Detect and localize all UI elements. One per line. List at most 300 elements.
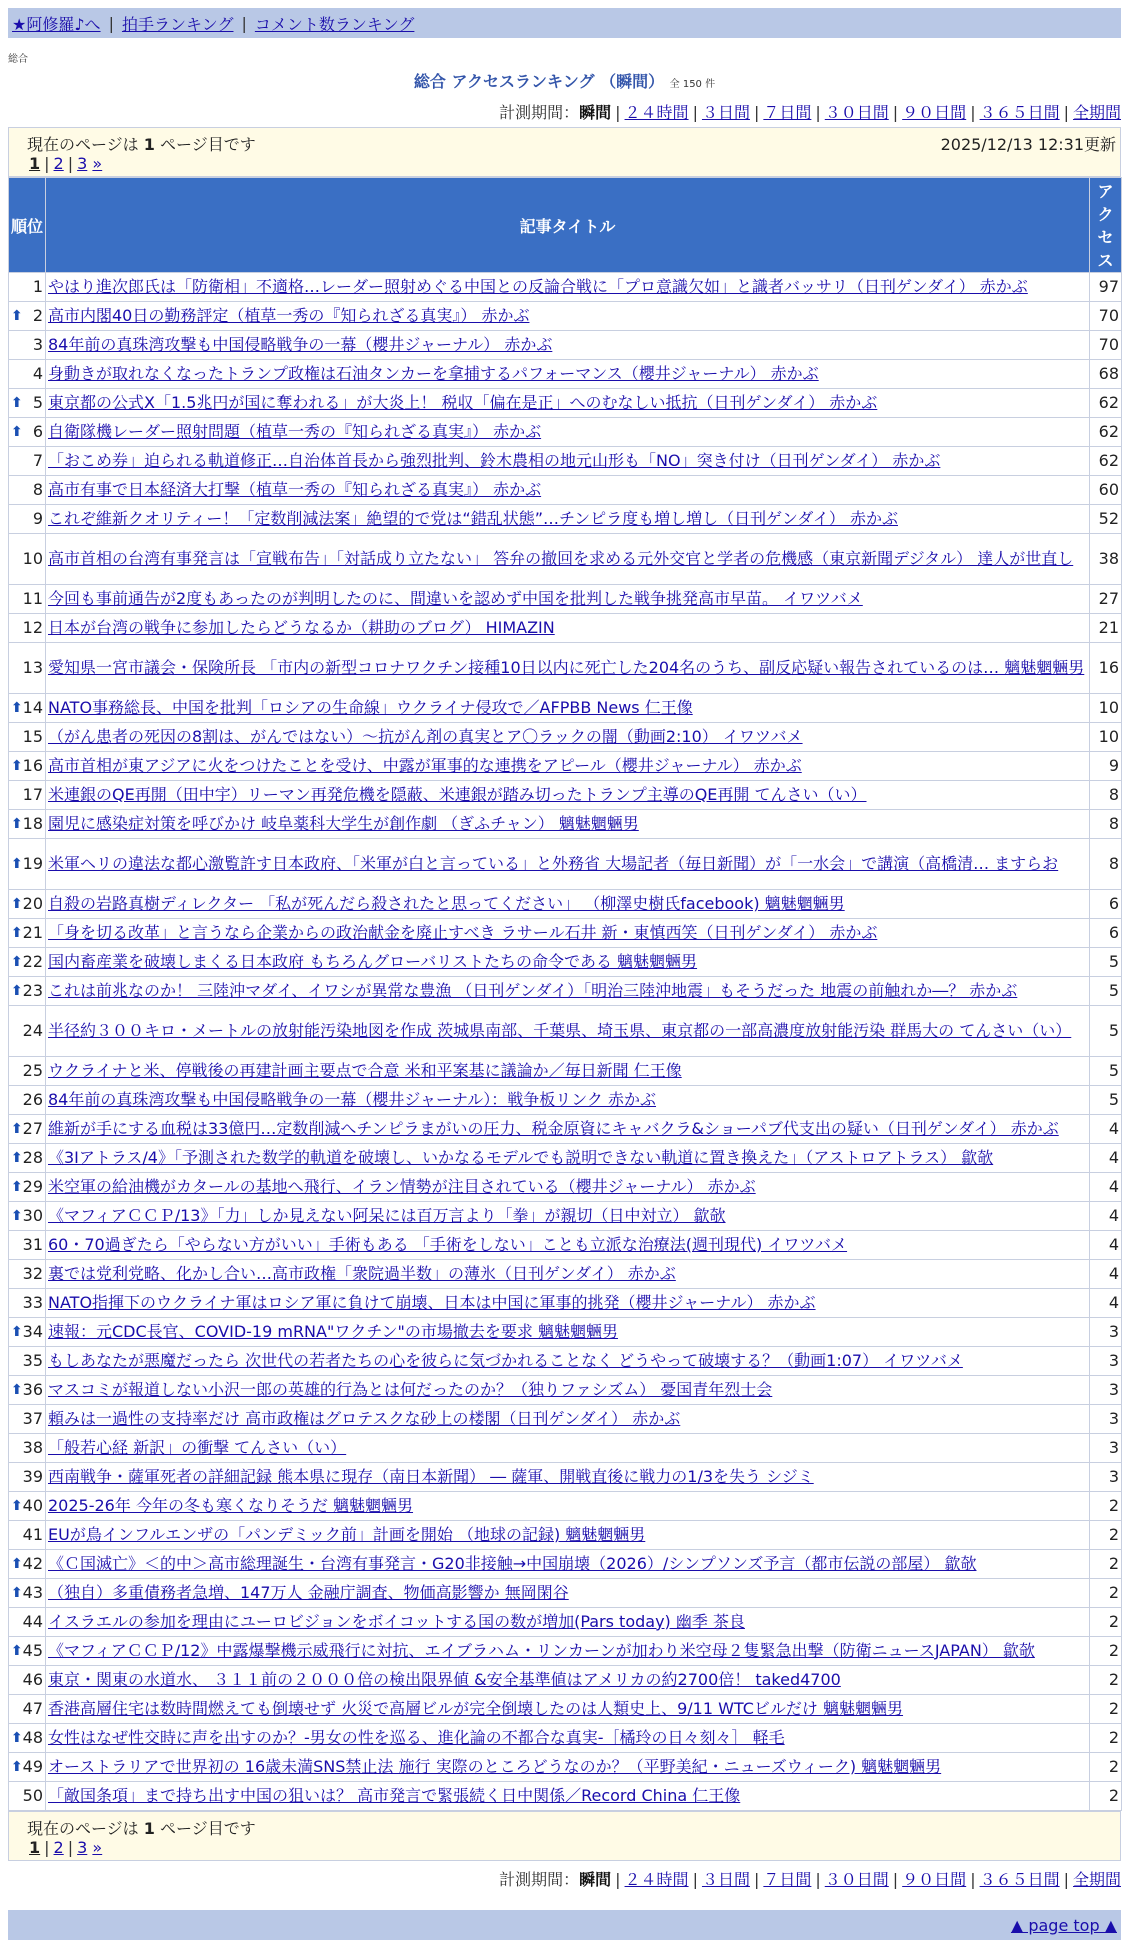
rank-up-arrow-icon: ⬆ (11, 423, 23, 440)
rank-cell (9, 1434, 46, 1463)
title-cell (46, 977, 1090, 1006)
article-link[interactable]: 「おこめ券」迫られる軌道修正…自治体首長から強烈批判、鈴木農相の地元山形も「NO」突き付け（日刊ゲンダイ） 赤かぶ (48, 450, 941, 470)
rank-up-arrow-icon: ⬆ (11, 982, 23, 999)
access-count: 3 (1090, 1434, 1122, 1463)
title-cell (46, 418, 1090, 447)
article-link[interactable]: 自殺の岩路真樹ディレクター 「私が死んだら殺されたと思ってください」 （柳澤史樹氏facebook) 魑魅魍魎男 (48, 893, 845, 913)
access-count: 3 (1090, 1405, 1122, 1434)
rank-number: 38 (22, 1437, 43, 1457)
rank-number: 43 (22, 1582, 43, 1602)
access-count: 97 (1090, 273, 1122, 302)
page-top-link[interactable]: ▲ page top ▲ (1010, 1915, 1117, 1935)
period-separator: | (970, 1870, 976, 1889)
access-count: 2 (1090, 1666, 1122, 1695)
table-row (9, 977, 1122, 1006)
table-row (9, 1006, 1122, 1057)
rank-cell (9, 389, 46, 418)
access-count: 68 (1090, 360, 1122, 389)
table-row (9, 1115, 1122, 1144)
access-count: 5 (1090, 948, 1122, 977)
period-separator: | (615, 1870, 621, 1889)
rank-number: 20 (22, 893, 43, 913)
title-header: 記事タイトル (46, 178, 1090, 273)
table-row (9, 839, 1122, 890)
table-row (9, 694, 1122, 723)
title-cell (46, 781, 1090, 810)
rank-number: 10 (22, 548, 43, 568)
rank-up-arrow-icon: ⬆ (11, 924, 23, 941)
rank-number: 4 (32, 363, 43, 383)
rank-number: 16 (22, 755, 43, 775)
rank-cell (9, 585, 46, 614)
table-row (9, 1260, 1122, 1289)
table-row (9, 389, 1122, 418)
access-count: 38 (1090, 534, 1122, 585)
rank-cell (9, 694, 46, 723)
article-link[interactable]: 高市首相が東アジアに火をつけたことを受け、中露が軍事的な連携をアピール（櫻井ジャーナル） 赤かぶ (48, 755, 802, 775)
rank-cell (9, 302, 46, 331)
period-link[interactable]: ３日間 (701, 103, 750, 122)
rank-cell (9, 752, 46, 781)
access-count: 8 (1090, 810, 1122, 839)
article-link[interactable]: 高市有事で日本経済大打撃（植草一秀の『知られざる真実』） 赤かぶ (48, 479, 542, 499)
rank-cell (9, 1006, 46, 1057)
access-count: 4 (1090, 1289, 1122, 1318)
title-cell (46, 476, 1090, 505)
table-row (9, 447, 1122, 476)
table-row (9, 1318, 1122, 1347)
rank-up-arrow-icon: ⬆ (11, 1207, 23, 1224)
page-2-link[interactable]: 2 (53, 154, 64, 173)
rank-number: 24 (22, 1020, 43, 1040)
title-cell (46, 331, 1090, 360)
article-link[interactable]: （がん患者の死因の8割は、がんではない）～抗がん剤の真実とア〇ラックの闇（動画2:10） イワツバメ (48, 726, 803, 746)
rank-cell (9, 1318, 46, 1347)
access-count: 60 (1090, 476, 1122, 505)
access-count: 2 (1090, 1521, 1122, 1550)
title-cell (46, 1608, 1090, 1637)
table-row (9, 752, 1122, 781)
rank-number: 23 (22, 980, 43, 1000)
access-count: 4 (1090, 1202, 1122, 1231)
table-row (9, 1173, 1122, 1202)
page-info-box (8, 127, 1121, 177)
article-link[interactable]: 《マフィアＣＣＰ/13》「力」しか見えない阿呆には百万言より「拳」が親切（日中対立） 歙欹 (48, 1205, 726, 1225)
next-page-link[interactable]: » (92, 154, 103, 173)
rank-up-arrow-icon: ⬆ (11, 394, 23, 411)
period-label: 計測期間： (499, 1870, 580, 1889)
title-cell (46, 723, 1090, 752)
rank-cell (9, 948, 46, 977)
table-row (9, 534, 1122, 585)
access-count: 8 (1090, 781, 1122, 810)
period-separator: | (692, 103, 698, 122)
access-count: 10 (1090, 723, 1122, 752)
rank-up-arrow-icon: ⬆ (11, 1323, 23, 1340)
rank-cell (9, 614, 46, 643)
article-link[interactable]: イスラエルの参加を理由にユーロビジョンをボイコットする国の数が増加(Pars today) 幽季 茶良 (48, 1611, 745, 1631)
period-separator: | (692, 1870, 698, 1889)
title-cell (46, 1318, 1090, 1347)
title-cell (46, 1347, 1090, 1376)
rank-number: 35 (22, 1350, 43, 1370)
article-link[interactable]: マスコミが報道しない小沢一郎の英雄的行為とは何だったのか？（独りファシズム） 憂国青年烈士会 (48, 1379, 773, 1399)
period-selector-bottom (0, 1867, 1121, 1890)
rank-number: 1 (32, 276, 43, 296)
article-link[interactable]: NATO事務総長、中国を批判「ロシアの生命線」ウクライナ侵攻で／AFPBB News 仁王像 (48, 697, 693, 717)
rank-up-arrow-icon: ⬆ (11, 953, 23, 970)
table-row (9, 1057, 1122, 1086)
access-header: アクセス (1090, 178, 1122, 273)
updated-timestamp: 2025/12/13 12:31更新 (940, 135, 1116, 154)
rank-cell (9, 1376, 46, 1405)
table-row (9, 1202, 1122, 1231)
table-row (9, 505, 1122, 534)
access-count: 5 (1090, 1057, 1122, 1086)
access-count: 5 (1090, 1086, 1122, 1115)
title-cell (46, 1521, 1090, 1550)
title-cell (46, 1492, 1090, 1521)
period-link[interactable]: ９０日間 (902, 103, 967, 122)
rank-cell (9, 810, 46, 839)
rank-cell (9, 1724, 46, 1753)
rank-number: 45 (22, 1640, 43, 1660)
period-selector (0, 100, 1121, 123)
rank-number: 39 (22, 1466, 43, 1486)
period-separator: | (753, 1870, 760, 1889)
article-link[interactable]: もしあなたが悪魔だったら 次世代の若者たちの心を彼らに気づかれることなく どうやって破壊する？（動画1:07） イワツバメ (48, 1350, 963, 1370)
access-count: 5 (1090, 1006, 1122, 1057)
nav-separator: | (241, 13, 247, 33)
table-row (9, 1231, 1122, 1260)
rank-cell (9, 360, 46, 389)
page-current: 1 (29, 154, 41, 173)
nav-separator: | (108, 13, 114, 33)
rank-number: 28 (22, 1147, 43, 1167)
article-link[interactable]: 高市首相の台湾有事発言は「宣戦布告」「対話成り立たない」 答弁の撤回を求める元外交官と学者の危機感（東京新聞デジタル） 達人が世直し (48, 548, 1074, 568)
title-cell (46, 1463, 1090, 1492)
rank-cell (9, 534, 46, 585)
access-count: 62 (1090, 418, 1122, 447)
rank-cell (9, 331, 46, 360)
title-cell (46, 1057, 1090, 1086)
period-link[interactable]: ２４時間 (624, 103, 689, 122)
period-link[interactable]: ２４時間 (624, 1870, 689, 1889)
rank-cell (9, 781, 46, 810)
table-row (9, 1724, 1122, 1753)
access-count: 52 (1090, 505, 1122, 534)
title-cell (46, 1550, 1090, 1579)
table-row (9, 1782, 1122, 1811)
current-page-info: 現在のページは 1 ページ目です (27, 1819, 256, 1838)
article-link[interactable]: 《Ｃ国滅亡》＜的中＞高市総理誕生・台湾有事発言・G20非接触→中国崩壊（2026）/シンプソンズ予言（都市伝説の部屋） 歙欹 (48, 1553, 977, 1573)
rank-number: 34 (22, 1321, 43, 1341)
table-row (9, 1550, 1122, 1579)
title-cell (46, 1289, 1090, 1318)
article-link[interactable]: 84年前の真珠湾攻撃も中国侵略戦争の一幕（櫻井ジャーナル）：戦争板リンク 赤かぶ (48, 1089, 657, 1109)
table-row (9, 1666, 1122, 1695)
article-link[interactable]: （独自）多重債務者急増、147万人 金融庁調査、物価高影響か 無岡閑谷 (48, 1582, 569, 1602)
period-link[interactable]: ７日間 (763, 1870, 812, 1889)
title-cell (46, 1782, 1090, 1811)
article-link[interactable]: 米連銀のQE再開（田中宇）リーマン再発危機を隠蔽、米連銀が踏み切ったトランプ主導のQE再開 てんさい（い） (48, 784, 867, 804)
article-link[interactable]: 速報：元CDC長官、COVID-19 mRNA"ワクチン"の市場撤去を要求 魑魅魍魎男 (48, 1321, 618, 1341)
rank-up-arrow-icon: ⬆ (11, 1178, 23, 1195)
title-cell (46, 1231, 1090, 1260)
rank-cell (9, 447, 46, 476)
article-link[interactable]: 「般若心経 新訳」の衝撃 てんさい（い） (48, 1437, 347, 1457)
article-link[interactable]: 東京・関東の水道水、 ３１１前の２０００倍の検出限界値 &安全基準値はアメリカの約2700倍！ taked4700 (48, 1669, 841, 1689)
page-info-box-bottom (8, 1811, 1121, 1861)
period-current: 瞬間 (579, 1870, 612, 1889)
title-cell (46, 1376, 1090, 1405)
rank-cell (9, 1405, 46, 1434)
access-count: 21 (1090, 614, 1122, 643)
title-cell (46, 1666, 1090, 1695)
article-link[interactable]: 《マフィアＣＣＰ/12》中露爆撃機示威飛行に対抗、エイブラハム・リンカーンが加わり米空母２隻緊急出撃（防衛ニュースJAPAN） 歙欹 (48, 1640, 1035, 1660)
period-link[interactable]: ９０日間 (902, 1870, 967, 1889)
table-row (9, 418, 1122, 447)
title-cell (46, 1202, 1090, 1231)
table-row (9, 1608, 1122, 1637)
period-link[interactable]: ３６５日間 (979, 1870, 1060, 1889)
access-count: 16 (1090, 643, 1122, 694)
rank-number: 40 (22, 1495, 43, 1515)
rank-up-arrow-icon: ⬆ (11, 699, 23, 716)
article-link[interactable]: 日本が台湾の戦争に参加したらどうなるか（耕助のブログ） HIMAZIN (48, 617, 555, 637)
rank-number: 44 (22, 1611, 43, 1631)
article-link[interactable]: やはり進次郎氏は「防衛相」不適格…レーダー照射めぐる中国との反論合戦に「プロ意識欠如」と識者バッサリ（日刊ゲンダイ） 赤かぶ (48, 276, 1028, 296)
title-cell (46, 694, 1090, 723)
period-current: 瞬間 (579, 103, 612, 122)
clap-ranking-link[interactable]: 拍手ランキング (121, 14, 234, 34)
table-row (9, 1753, 1122, 1782)
period-link[interactable]: 全期間 (1072, 1870, 1121, 1889)
rank-number: 31 (22, 1234, 43, 1254)
article-link[interactable]: オーストラリアで世界初の 16歳未満SNS禁止法 施行 実際のところどうなのか？（平野美紀・ニューズウィーク) 魑魅魍魎男 (48, 1756, 942, 1776)
category-label: 総合 (8, 54, 28, 65)
period-link[interactable]: ３０日間 (824, 1870, 889, 1889)
rank-number: 50 (22, 1785, 43, 1805)
article-link[interactable]: 香港高層住宅は数時間燃えても倒壊せず 火災で高層ビルが完全倒壊したのは人類史上、9/11 WTCビルだけ 魑魅魍魎男 (48, 1698, 904, 1718)
table-row (9, 1434, 1122, 1463)
article-link[interactable]: 西南戦争・薩軍死者の詳細記録 熊本県に現存（南日本新聞） ― 薩軍、開戦直後に戦力の1/3を失う シジミ (48, 1466, 814, 1486)
rank-up-arrow-icon: ⬆ (11, 1729, 23, 1746)
page-2-link[interactable]: 2 (53, 1838, 64, 1857)
access-count: 2 (1090, 1579, 1122, 1608)
access-count: 62 (1090, 447, 1122, 476)
period-link[interactable]: 全期間 (1072, 103, 1121, 122)
table-row (9, 585, 1122, 614)
rank-cell (9, 1695, 46, 1724)
title-cell (46, 1086, 1090, 1115)
table-row (9, 1463, 1122, 1492)
next-page-link[interactable]: » (92, 1838, 103, 1857)
period-separator: | (892, 103, 899, 122)
rank-cell (9, 1086, 46, 1115)
title-cell (46, 948, 1090, 977)
article-link[interactable]: 維新が手にする血税は33億円…定数削減へチンピラまがいの圧力、税金原資にキャバクラ&ショーパブ代支出の疑い（日刊ゲンダイ） 赤かぶ (48, 1118, 1059, 1138)
article-link[interactable]: 女性はなぜ性交時に声を出すのか？-男女の性を巡る、進化論の不都合な真実-［橘玲の日々刻々］ 軽毛 (48, 1727, 785, 1747)
article-link[interactable]: 米軍ヘリの違法な都心激覧許す日本政府、「米軍が白と言っている」と外務省 大場記者（毎日新聞）が「一水会」で講演（高橋清… ますらお (48, 853, 1059, 873)
rank-number: 6 (32, 421, 43, 441)
article-link[interactable]: ウクライナと米、停戦後の再建計画主要点で合意 米和平案基に議論か／毎日新聞 仁王像 (48, 1060, 682, 1080)
top-nav-bar (8, 8, 1121, 38)
article-link[interactable]: 裏では党利党略、化かし合い…高市政権「衆院過半数」の薄氷（日刊ゲンダイ） 赤かぶ (48, 1263, 676, 1283)
access-count: 2 (1090, 1608, 1122, 1637)
title-cell (46, 1260, 1090, 1289)
access-count: 2 (1090, 1782, 1122, 1811)
article-link[interactable]: これは前兆なのか！ 三陸沖マダイ、イワシが異常な豊漁 （日刊ゲンダイ）「明治三陸沖地震」もそうだった 地震の前触れか―？ 赤かぶ (48, 980, 1018, 1000)
rank-cell (9, 505, 46, 534)
rank-cell (9, 977, 46, 1006)
rank-number: 37 (22, 1408, 43, 1428)
article-link[interactable]: 半径約３００キロ・メートルの放射能汚染地図を作成 茨城県南部、千葉県、埼玉県、東京都の一部高濃度放射能汚染 群馬大の てんさい（い） (48, 1020, 1072, 1040)
rank-header: 順位 (9, 178, 46, 273)
table-row (9, 1521, 1122, 1550)
article-link[interactable]: 国内畜産業を破壊しまくる日本政府 もちろんグローバリストたちの命令である 魑魅魍魎男 (48, 951, 698, 971)
rank-cell (9, 1260, 46, 1289)
article-link[interactable]: 《3Iアトラス/4》「予測された数学的軌道を破壊し、いかなるモデルでも説明できない軌道に置き換えた」（アストロアトラス） 歙欹 (48, 1147, 994, 1167)
rank-cell (9, 890, 46, 919)
period-separator: | (815, 103, 821, 122)
table-row (9, 1289, 1122, 1318)
title-cell (46, 1115, 1090, 1144)
rank-cell (9, 1347, 46, 1376)
access-count: 6 (1090, 919, 1122, 948)
period-separator: | (815, 1870, 821, 1889)
article-link[interactable]: 2025-26年 今年の冬も寒くなりそうだ 魑魅魍魎男 (48, 1495, 414, 1515)
access-count: 4 (1090, 1231, 1122, 1260)
article-link[interactable]: 60・70過ぎたら「やらない方がいい」手術もある 「手術をしない」ことも立派な治療法(週刊現代) イワツバメ (48, 1234, 848, 1254)
table-row (9, 919, 1122, 948)
title-cell (46, 302, 1090, 331)
period-label: 計測期間： (499, 103, 580, 122)
rank-number: 27 (22, 1118, 43, 1138)
rank-cell (9, 1289, 46, 1318)
ranking-table (8, 177, 1122, 1811)
table-row (9, 1347, 1122, 1376)
rank-number: 26 (22, 1089, 43, 1109)
access-count: 2 (1090, 1637, 1122, 1666)
rank-number: 17 (22, 784, 43, 804)
title-cell (46, 360, 1090, 389)
rank-cell (9, 1608, 46, 1637)
access-count: 4 (1090, 1115, 1122, 1144)
article-link[interactable]: NATO指揮下のウクライナ軍はロシア軍に負けて崩壊、日本は中国に軍事的挑発（櫻井ジャーナル） 赤かぶ (48, 1292, 816, 1312)
article-link[interactable]: 「敵国条項」まで持ち出す中国の狙いは？ 高市発言で緊張続く日中関係／Record China 仁王像 (48, 1785, 741, 1805)
table-row (9, 1492, 1122, 1521)
table-row (9, 1376, 1122, 1405)
table-row (9, 1086, 1122, 1115)
rank-cell (9, 1057, 46, 1086)
pagination-bottom: 1 | 2 | 3 » (29, 1838, 103, 1857)
title-cell (46, 1637, 1090, 1666)
rank-number: 8 (32, 479, 43, 499)
period-separator: | (753, 103, 760, 122)
rank-number: 12 (22, 617, 43, 637)
rank-up-arrow-icon: ⬆ (11, 895, 23, 912)
article-link[interactable]: 愛知県一宮市議会・保険所長 「市内の新型コロナワクチン接種10日以内に死亡した204名のうち、副反応疑い報告されているのは… 魑魅魍魎男 (48, 657, 1085, 677)
table-row (9, 476, 1122, 505)
title-cell (46, 1724, 1090, 1753)
rank-cell (9, 1492, 46, 1521)
period-link[interactable]: ７日間 (763, 103, 812, 122)
access-count: 3 (1090, 1463, 1122, 1492)
page-3-link[interactable]: 3 (77, 1838, 88, 1857)
page-3-link[interactable]: 3 (77, 154, 88, 173)
title-cell (46, 614, 1090, 643)
rank-number: 3 (32, 334, 43, 354)
article-link[interactable]: これぞ維新クオリティー！「定数削減法案」絶望的で党は“錯乱状態”…チンピラ度も増し増し（日刊ゲンダイ） 赤かぶ (48, 508, 898, 528)
table-row (9, 1144, 1122, 1173)
current-page-info: 現在のページは 1 ページ目です (27, 135, 256, 154)
table-row (9, 1695, 1122, 1724)
article-link[interactable]: 84年前の真珠湾攻撃も中国侵略戦争の一幕（櫻井ジャーナル） 赤かぶ (48, 334, 553, 354)
article-link[interactable]: 頼みは一過性の支持率だけ 高市政権はグロテスクな砂上の楼閣（日刊ゲンダイ） 赤かぶ (48, 1408, 681, 1428)
title-cell (46, 585, 1090, 614)
title-cell (46, 447, 1090, 476)
article-link[interactable]: EUが鳥インフルエンザの「パンデミック前」計画を開始 （地球の記録) 魑魅魍魎男 (48, 1524, 646, 1544)
article-link[interactable]: 「身を切る改革」と言うなら企業からの政治献金を廃止すべき ラサール石井 新・東慎西笑（日刊ゲンダイ） 赤かぶ (48, 922, 878, 942)
access-count: 3 (1090, 1318, 1122, 1347)
total-count: 全 150 件 (669, 79, 716, 90)
access-count: 4 (1090, 1260, 1122, 1289)
title-cell (46, 1405, 1090, 1434)
article-link[interactable]: 園児に感染症対策を呼びかけ 岐阜薬科大学生が創作劇 （ぎふチャン） 魑魅魍魎男 (48, 813, 639, 833)
article-link[interactable]: 自衛隊機レーダー照射問題（植草一秀の『知られざる真実』） 赤かぶ (48, 421, 542, 441)
page-current: 1 (29, 1838, 41, 1857)
access-count: 6 (1090, 890, 1122, 919)
rank-number: 22 (22, 951, 43, 971)
title-cell (46, 1173, 1090, 1202)
table-row (9, 1405, 1122, 1434)
article-link[interactable]: 身動きが取れなくなったトランプ政権は石油タンカーを拿捕するパフォーマンス（櫻井ジャーナル） 赤かぶ (48, 363, 819, 383)
rank-cell (9, 1579, 46, 1608)
rank-up-arrow-icon: ⬆ (11, 1149, 23, 1166)
period-link[interactable]: ３０日間 (824, 103, 889, 122)
home-link[interactable]: ★阿修羅♪へ (12, 14, 101, 34)
access-count: 2 (1090, 1724, 1122, 1753)
title-cell (46, 1006, 1090, 1057)
table-row (9, 781, 1122, 810)
access-count: 3 (1090, 1376, 1122, 1405)
table-row (9, 723, 1122, 752)
period-link[interactable]: ３６５日間 (979, 103, 1060, 122)
title-cell (46, 1579, 1090, 1608)
access-count: 62 (1090, 389, 1122, 418)
rank-number: 32 (22, 1263, 43, 1283)
article-link[interactable]: 米空軍の給油機がカタールの基地へ飛行、イラン情勢が注目されている（櫻井ジャーナル） 赤かぶ (48, 1176, 756, 1196)
comment-ranking-link[interactable]: コメント数ランキング (254, 14, 415, 34)
rank-number: 48 (22, 1727, 43, 1747)
access-count: 70 (1090, 331, 1122, 360)
article-link[interactable]: 高市内閣40日の勤務評定（植草一秀の『知られざる真実』） 赤かぶ (48, 305, 530, 325)
table-row (9, 810, 1122, 839)
period-separator: | (892, 1870, 899, 1889)
rank-cell (9, 1115, 46, 1144)
rank-number: 9 (32, 508, 43, 528)
access-count: 4 (1090, 1173, 1122, 1202)
rank-number: 41 (22, 1524, 43, 1544)
rank-number: 13 (22, 657, 43, 677)
rank-number: 19 (22, 853, 43, 873)
period-link[interactable]: ３日間 (701, 1870, 750, 1889)
article-link[interactable]: 今回も事前通告が2度もあったのが判明したのに、間違いを認めず中国を批判した戦争挑発高市早苗。 イワツバメ (48, 588, 863, 608)
access-count: 10 (1090, 694, 1122, 723)
access-count: 2 (1090, 1695, 1122, 1724)
article-link[interactable]: 東京都の公式X「1.5兆円が国に奪われる」が大炎上！ 税収「偏在是正」へのむなしい抵抗（日刊ゲンダイ） 赤かぶ (48, 392, 878, 412)
